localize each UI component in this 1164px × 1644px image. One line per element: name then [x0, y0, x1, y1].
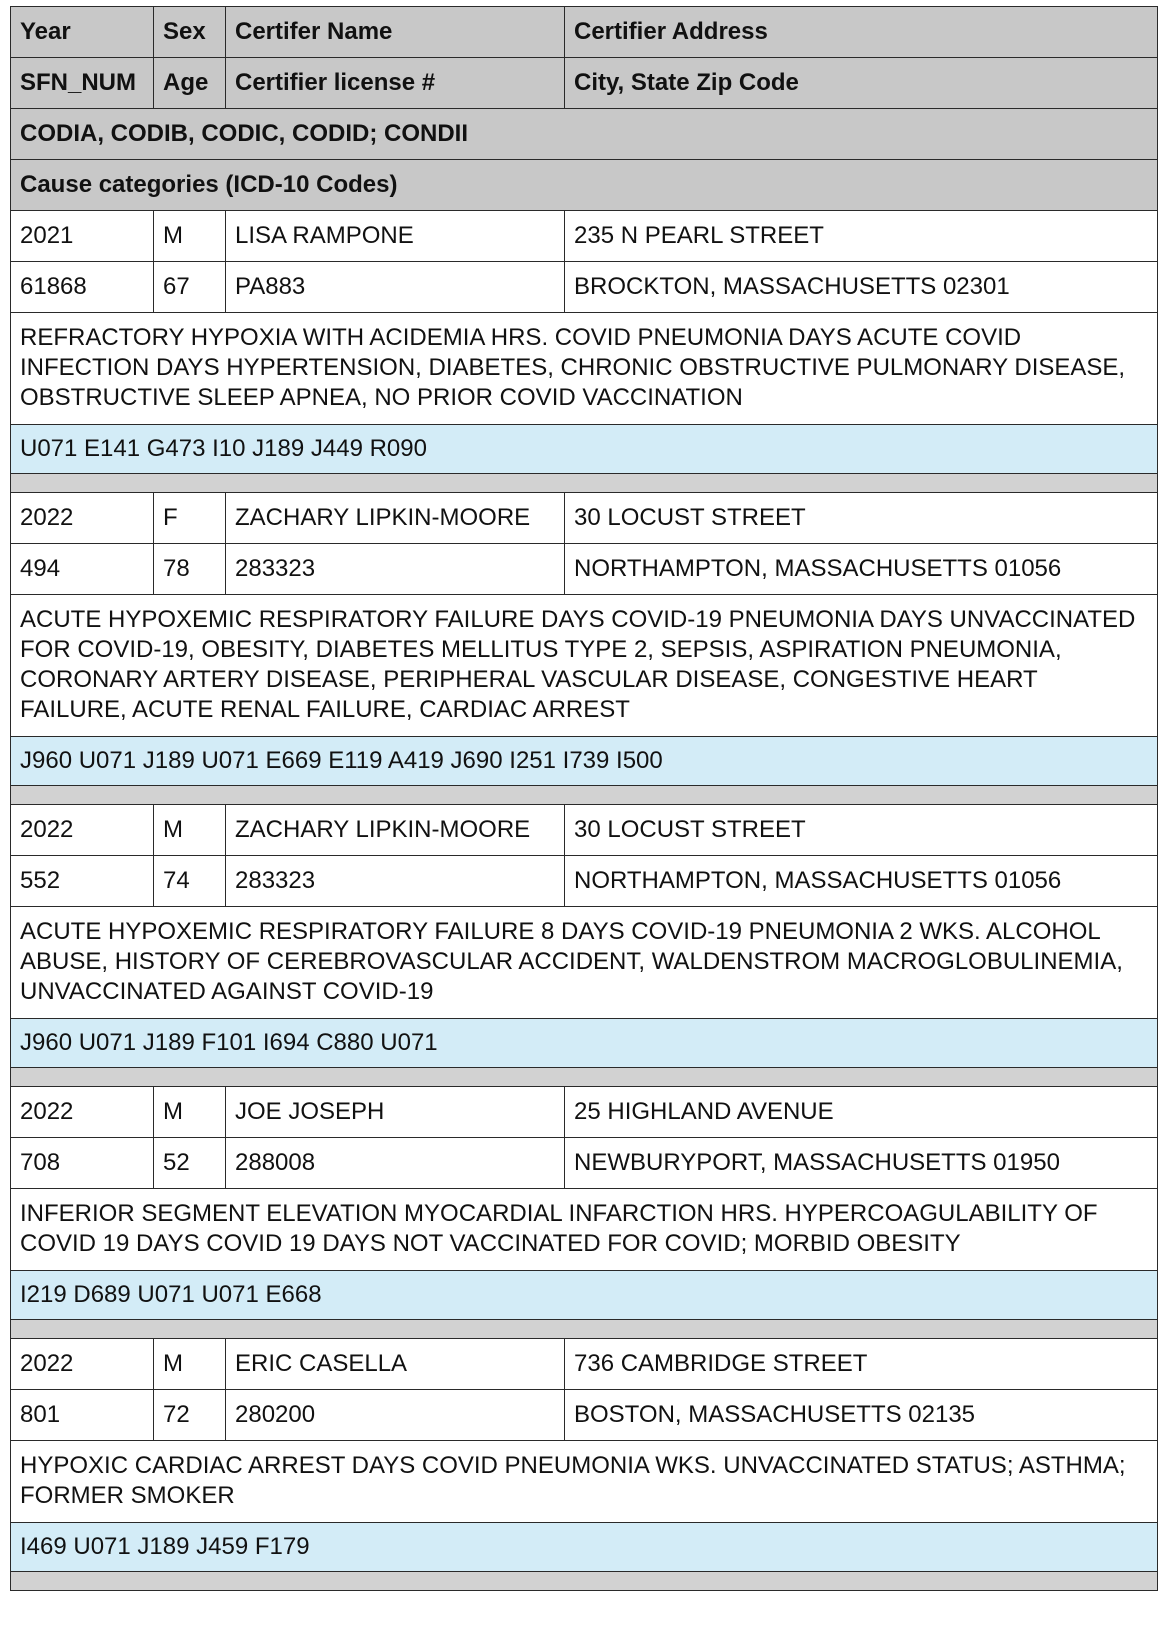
- record-row-codes: [11, 737, 1158, 786]
- record-row-causes: [11, 907, 1158, 1019]
- certifier-address-cell: 25 HIGHLAND AVENUE: [565, 1087, 1158, 1138]
- header-row-1: [11, 7, 1158, 58]
- year-cell: 2021: [11, 211, 154, 262]
- year-cell: 2022: [11, 805, 154, 856]
- license-cell: 283323: [226, 544, 565, 595]
- age-cell: 74: [154, 856, 226, 907]
- icd10-codes-cell: J960 U071 J189 U071 E669 E119 A419 J690 I251 I739 I500: [11, 737, 1158, 786]
- icd10-codes-cell: I469 U071 J189 J459 F179: [11, 1523, 1158, 1572]
- sfn-num-cell: 552: [11, 856, 154, 907]
- causes-cell: ACUTE HYPOXEMIC RESPIRATORY FAILURE DAYS COVID-19 PNEUMONIA DAYS UNVACCINATED FOR COVID-19, OBESITY, DIABETES MELLITUS TYPE 2, SEPSIS, ASPIRATION PNEUMONIA, CORONARY ARTERY DISEASE, PERIPHERAL VASCULAR DISEASE, CONGESTIVE HEART FAILURE, ACUTE RENAL FAILURE, CARDIAC ARREST: [11, 595, 1158, 737]
- death-records-table: [10, 6, 1157, 1591]
- sex-cell: F: [154, 493, 226, 544]
- header-year: Year: [11, 7, 154, 58]
- sfn-num-cell: 708: [11, 1138, 154, 1189]
- age-cell: 52: [154, 1138, 226, 1189]
- certifier-name-cell: ERIC CASELLA: [226, 1339, 565, 1390]
- icd10-codes-cell: J960 U071 J189 F101 I694 C880 U071: [11, 1019, 1158, 1068]
- record-separator: [11, 786, 1158, 805]
- header-certifier-address: Certifier Address: [565, 7, 1158, 58]
- city-state-zip-cell: BOSTON, MASSACHUSETTS 02135: [565, 1390, 1158, 1441]
- certifier-address-cell: 235 N PEARL STREET: [565, 211, 1158, 262]
- certifier-address-cell: 736 CAMBRIDGE STREET: [565, 1339, 1158, 1390]
- certifier-address-cell: 30 LOCUST STREET: [565, 493, 1158, 544]
- record-row-codes: [11, 1523, 1158, 1572]
- causes-cell: ACUTE HYPOXEMIC RESPIRATORY FAILURE 8 DAYS COVID-19 PNEUMONIA 2 WKS. ALCOHOL ABUSE, HISTORY OF CEREBROVASCULAR ACCIDENT, WALDENSTROM MACROGLOBULINEMIA, UNVACCINATED AGAINST COVID-19: [11, 907, 1158, 1019]
- record-row-year: [11, 1339, 1158, 1390]
- sex-cell: M: [154, 805, 226, 856]
- sfn-num-cell: 494: [11, 544, 154, 595]
- record-row-causes: [11, 313, 1158, 425]
- record-row-causes: [11, 1441, 1158, 1523]
- record-row-sfn: [11, 856, 1158, 907]
- sex-cell: M: [154, 1339, 226, 1390]
- year-cell: 2022: [11, 1339, 154, 1390]
- age-cell: 72: [154, 1390, 226, 1441]
- record-separator: [11, 1572, 1158, 1591]
- record-row-sfn: [11, 262, 1158, 313]
- certifier-address-cell: 30 LOCUST STREET: [565, 805, 1158, 856]
- icd10-codes-cell: I219 D689 U071 U071 E668: [11, 1271, 1158, 1320]
- header-age: Age: [154, 58, 226, 109]
- separator-bar: [11, 1320, 1158, 1339]
- header-city-state-zip: City, State Zip Code: [565, 58, 1158, 109]
- causes-cell: INFERIOR SEGMENT ELEVATION MYOCARDIAL INFARCTION HRS. HYPERCOAGULABILITY OF COVID 19 DAYS COVID 19 DAYS NOT VACCINATED FOR COVID; MORBID OBESITY: [11, 1189, 1158, 1271]
- license-cell: PA883: [226, 262, 565, 313]
- certifier-name-cell: LISA RAMPONE: [226, 211, 565, 262]
- header-certifier-name: Certifer Name: [226, 7, 565, 58]
- header-row-4: [11, 160, 1158, 211]
- record-row-causes: [11, 1189, 1158, 1271]
- sfn-num-cell: 61868: [11, 262, 154, 313]
- icd10-codes-cell: U071 E141 G473 I10 J189 J449 R090: [11, 425, 1158, 474]
- year-cell: 2022: [11, 1087, 154, 1138]
- age-cell: 67: [154, 262, 226, 313]
- license-cell: 280200: [226, 1390, 565, 1441]
- record-separator: [11, 1320, 1158, 1339]
- license-cell: 288008: [226, 1138, 565, 1189]
- record-separator: [11, 1068, 1158, 1087]
- header-row-3: [11, 109, 1158, 160]
- record-row-sfn: [11, 544, 1158, 595]
- record-row-year: [11, 1087, 1158, 1138]
- record-separator: [11, 474, 1158, 493]
- record-row-year: [11, 211, 1158, 262]
- header-sex: Sex: [154, 7, 226, 58]
- city-state-zip-cell: NEWBURYPORT, MASSACHUSETTS 01950: [565, 1138, 1158, 1189]
- record-row-codes: [11, 1019, 1158, 1068]
- record-row-year: [11, 805, 1158, 856]
- separator-bar: [11, 1068, 1158, 1087]
- header-sfn-num: SFN_NUM: [11, 58, 154, 109]
- header-cause-fields: CODIA, CODIB, CODIC, CODID; CONDII: [11, 109, 1158, 160]
- certifier-name-cell: ZACHARY LIPKIN-MOORE: [226, 493, 565, 544]
- record-row-sfn: [11, 1390, 1158, 1441]
- separator-bar: [11, 1572, 1158, 1591]
- city-state-zip-cell: NORTHAMPTON, MASSACHUSETTS 01056: [565, 544, 1158, 595]
- certifier-name-cell: ZACHARY LIPKIN-MOORE: [226, 805, 565, 856]
- record-row-codes: [11, 425, 1158, 474]
- certifier-name-cell: JOE JOSEPH: [226, 1087, 565, 1138]
- city-state-zip-cell: NORTHAMPTON, MASSACHUSETTS 01056: [565, 856, 1158, 907]
- age-cell: 78: [154, 544, 226, 595]
- sex-cell: M: [154, 211, 226, 262]
- header-cause-categories: Cause categories (ICD-10 Codes): [11, 160, 1158, 211]
- record-row-causes: [11, 595, 1158, 737]
- record-row-sfn: [11, 1138, 1158, 1189]
- causes-cell: HYPOXIC CARDIAC ARREST DAYS COVID PNEUMONIA WKS. UNVACCINATED STATUS; ASTHMA; FORMER SMOKER: [11, 1441, 1158, 1523]
- separator-bar: [11, 786, 1158, 805]
- header-row-2: [11, 58, 1158, 109]
- header-license: Certifier license #: [226, 58, 565, 109]
- license-cell: 283323: [226, 856, 565, 907]
- record-row-codes: [11, 1271, 1158, 1320]
- separator-bar: [11, 474, 1158, 493]
- sfn-num-cell: 801: [11, 1390, 154, 1441]
- sex-cell: M: [154, 1087, 226, 1138]
- city-state-zip-cell: BROCKTON, MASSACHUSETTS 02301: [565, 262, 1158, 313]
- record-row-year: [11, 493, 1158, 544]
- causes-cell: REFRACTORY HYPOXIA WITH ACIDEMIA HRS. COVID PNEUMONIA DAYS ACUTE COVID INFECTION DAYS HYPERTENSION, DIABETES, CHRONIC OBSTRUCTIVE PULMONARY DISEASE, OBSTRUCTIVE SLEEP APNEA, NO PRIOR COVID VACCINATION: [11, 313, 1158, 425]
- year-cell: 2022: [11, 493, 154, 544]
